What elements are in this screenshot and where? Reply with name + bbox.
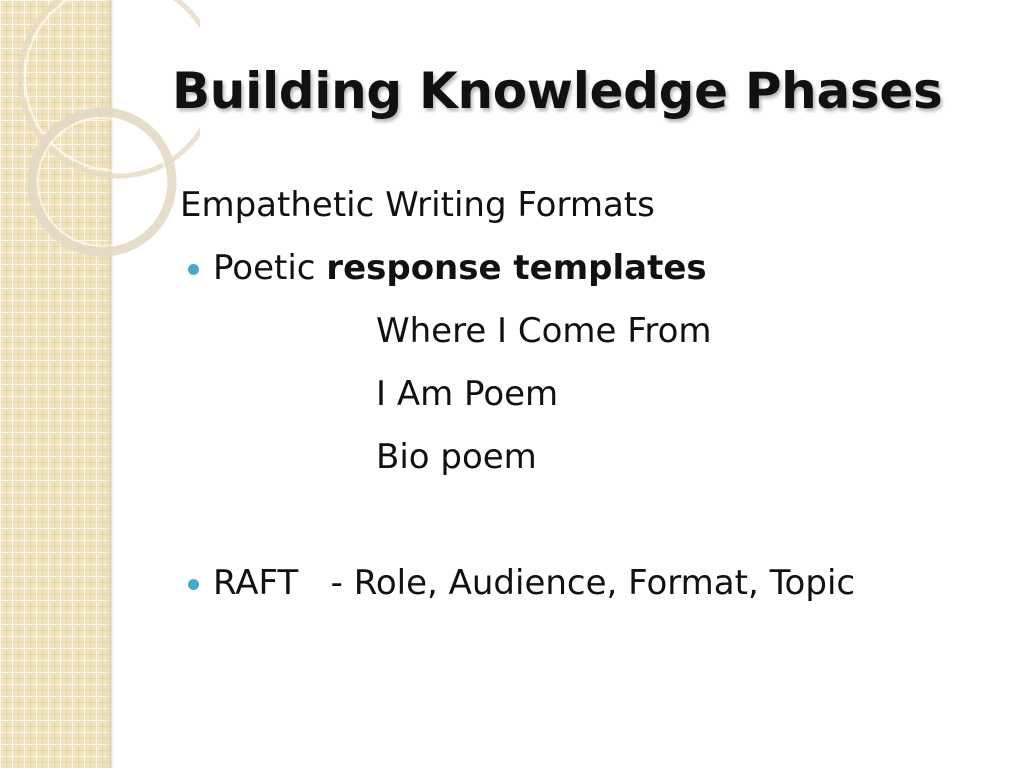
bullet-icon — [188, 264, 199, 275]
bullet-item-raft — [180, 552, 855, 615]
bullet-text-raft: RAFT - Role, Audience, Format, Topic — [213, 563, 856, 603]
bullet-text-prefix: Poetic — [213, 248, 327, 288]
section-heading: Empathetic Writing Formats — [180, 185, 655, 225]
bullet-icon — [188, 579, 199, 590]
template-item: Bio poem — [376, 437, 537, 477]
slide-body — [180, 174, 855, 615]
decorative-rings-icon — [0, 0, 200, 260]
slide-title: Building Knowledge Phases — [172, 62, 943, 120]
spacer — [180, 489, 855, 552]
template-item: Where I Come From — [376, 311, 712, 351]
bullet-text-bold: response templates — [326, 248, 707, 288]
template-item: I Am Poem — [376, 374, 559, 414]
bullet-item-poetic — [180, 237, 855, 300]
